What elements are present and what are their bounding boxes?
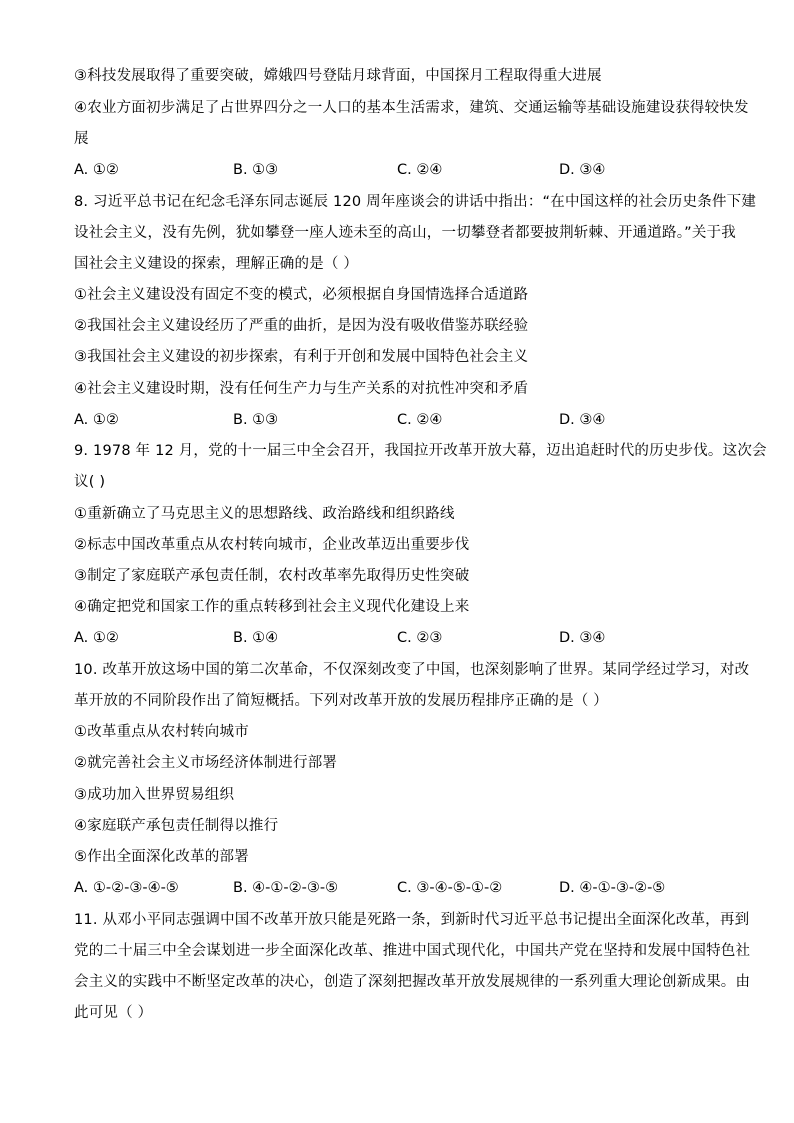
prev-options <box>74 160 724 180</box>
q8-option-d[interactable]: D. ③④ <box>559 412 606 428</box>
q10-option-c[interactable]: C. ③-④-⑤-①-② <box>397 880 503 896</box>
prev-item-4-line1: ④农业方面初步满足了占世界四分之一人口的基本生活需求，建筑、交通运输等基础设施建设获得较快发 <box>74 100 749 116</box>
q11-stem-line4: 此可见（ ） <box>74 1005 153 1021</box>
q9-option-d[interactable]: D. ③④ <box>559 630 606 646</box>
q10-options <box>74 878 724 898</box>
q8-stem-line3: 国社会主义建设的探索，理解正确的是（ ） <box>74 256 359 272</box>
prev-item-3: ③科技发展取得了重要突破，嫦娥四号登陆月球背面，中国探月工程取得重大进展 <box>74 68 602 84</box>
prev-item-4-line2: 展 <box>74 131 89 147</box>
q8-stem-line2: 设社会主义，没有先例，犹如攀登一座人迹未至的高山，一切攀登者都要披荆斩棘、开通道路。”关于我 <box>74 225 736 241</box>
q10-option-a[interactable]: A. ①-②-③-④-⑤ <box>74 880 179 896</box>
q8-item-4: ④社会主义建设时期，没有任何生产力与生产关系的对抗性冲突和矛盾 <box>74 381 529 397</box>
prev-option-a[interactable]: A. ①② <box>74 162 119 178</box>
q8-options <box>74 410 724 430</box>
q9-option-b[interactable]: B. ①④ <box>233 630 279 646</box>
q11-stem-line1: 11. 从邓小平同志强调中国不改革开放只能是死路一条，到新时代习近平总书记提出全面深化改革，再到 <box>74 912 750 928</box>
q10-item-4: ④家庭联产承包责任制得以推行 <box>74 818 279 834</box>
q10-option-d[interactable]: D. ④-①-③-②-⑤ <box>559 880 666 896</box>
q9-option-a[interactable]: A. ①② <box>74 630 119 646</box>
prev-option-d[interactable]: D. ③④ <box>559 162 606 178</box>
q10-item-2: ②就完善社会主义市场经济体制进行部署 <box>74 755 338 771</box>
q9-stem-line1: 9. 1978 年 12 月，党的十一届三中全会召开，我国拉开改革开放大幕，迈出追赶时代的历史步伐。这次会 <box>74 443 767 459</box>
q10-item-3: ③成功加入世界贸易组织 <box>74 787 235 803</box>
q9-options <box>74 628 724 648</box>
q9-item-2: ②标志中国改革重点从农村转向城市，企业改革迈出重要步伐 <box>74 537 470 553</box>
q9-stem-line2: 议( ) <box>74 474 106 490</box>
q11-stem-line2: 党的二十届三中全会谋划进一步全面深化改革、推进中国式现代化，中国共产党在坚持和发展中国特色社 <box>74 943 751 959</box>
q9-item-4: ④确定把党和国家工作的重点转移到社会主义现代化建设上来 <box>74 599 470 615</box>
q10-stem-line1: 10. 改革开放这场中国的第二次革命，不仅深刻改变了中国，也深刻影响了世界。某同学经过学习，对改 <box>74 662 750 678</box>
q10-item-1: ①改革重点从农村转向城市 <box>74 724 249 740</box>
q8-item-2: ②我国社会主义建设经历了严重的曲折，是因为没有吸收借鉴苏联经验 <box>74 318 529 334</box>
q8-stem-line1: 8. 习近平总书记在纪念毛泽东同志诞辰 120 周年座谈会的讲话中指出：“在中国这样的社会历史条件下建 <box>74 194 757 210</box>
q9-item-1: ①重新确立了马克思主义的思想路线、政治路线和组织路线 <box>74 506 455 522</box>
q8-item-3: ③我国社会主义建设的初步探索，有利于开创和发展中国特色社会主义 <box>74 349 529 365</box>
q11-stem-line3: 会主义的实践中不断坚定改革的决心，创造了深刻把握改革开放发展规律的一系列重大理论创新成果。由 <box>74 974 751 990</box>
q9-item-3: ③制定了家庭联产承包责任制，农村改革率先取得历史性突破 <box>74 568 470 584</box>
q9-option-c[interactable]: C. ②③ <box>397 630 443 646</box>
q10-item-5: ⑤作出全面深化改革的部署 <box>74 849 249 865</box>
q8-option-b[interactable]: B. ①③ <box>233 412 279 428</box>
q10-option-b[interactable]: B. ④-①-②-③-⑤ <box>233 880 339 896</box>
q8-option-a[interactable]: A. ①② <box>74 412 119 428</box>
q8-option-c[interactable]: C. ②④ <box>397 412 443 428</box>
q8-item-1: ①社会主义建设没有固定不变的模式，必须根据自身国情选择合适道路 <box>74 287 529 303</box>
q10-stem-line2: 革开放的不同阶段作出了简短概括。下列对改革开放的发展历程排序正确的是（ ） <box>74 693 609 709</box>
prev-option-c[interactable]: C. ②④ <box>397 162 443 178</box>
prev-option-b[interactable]: B. ①③ <box>233 162 279 178</box>
